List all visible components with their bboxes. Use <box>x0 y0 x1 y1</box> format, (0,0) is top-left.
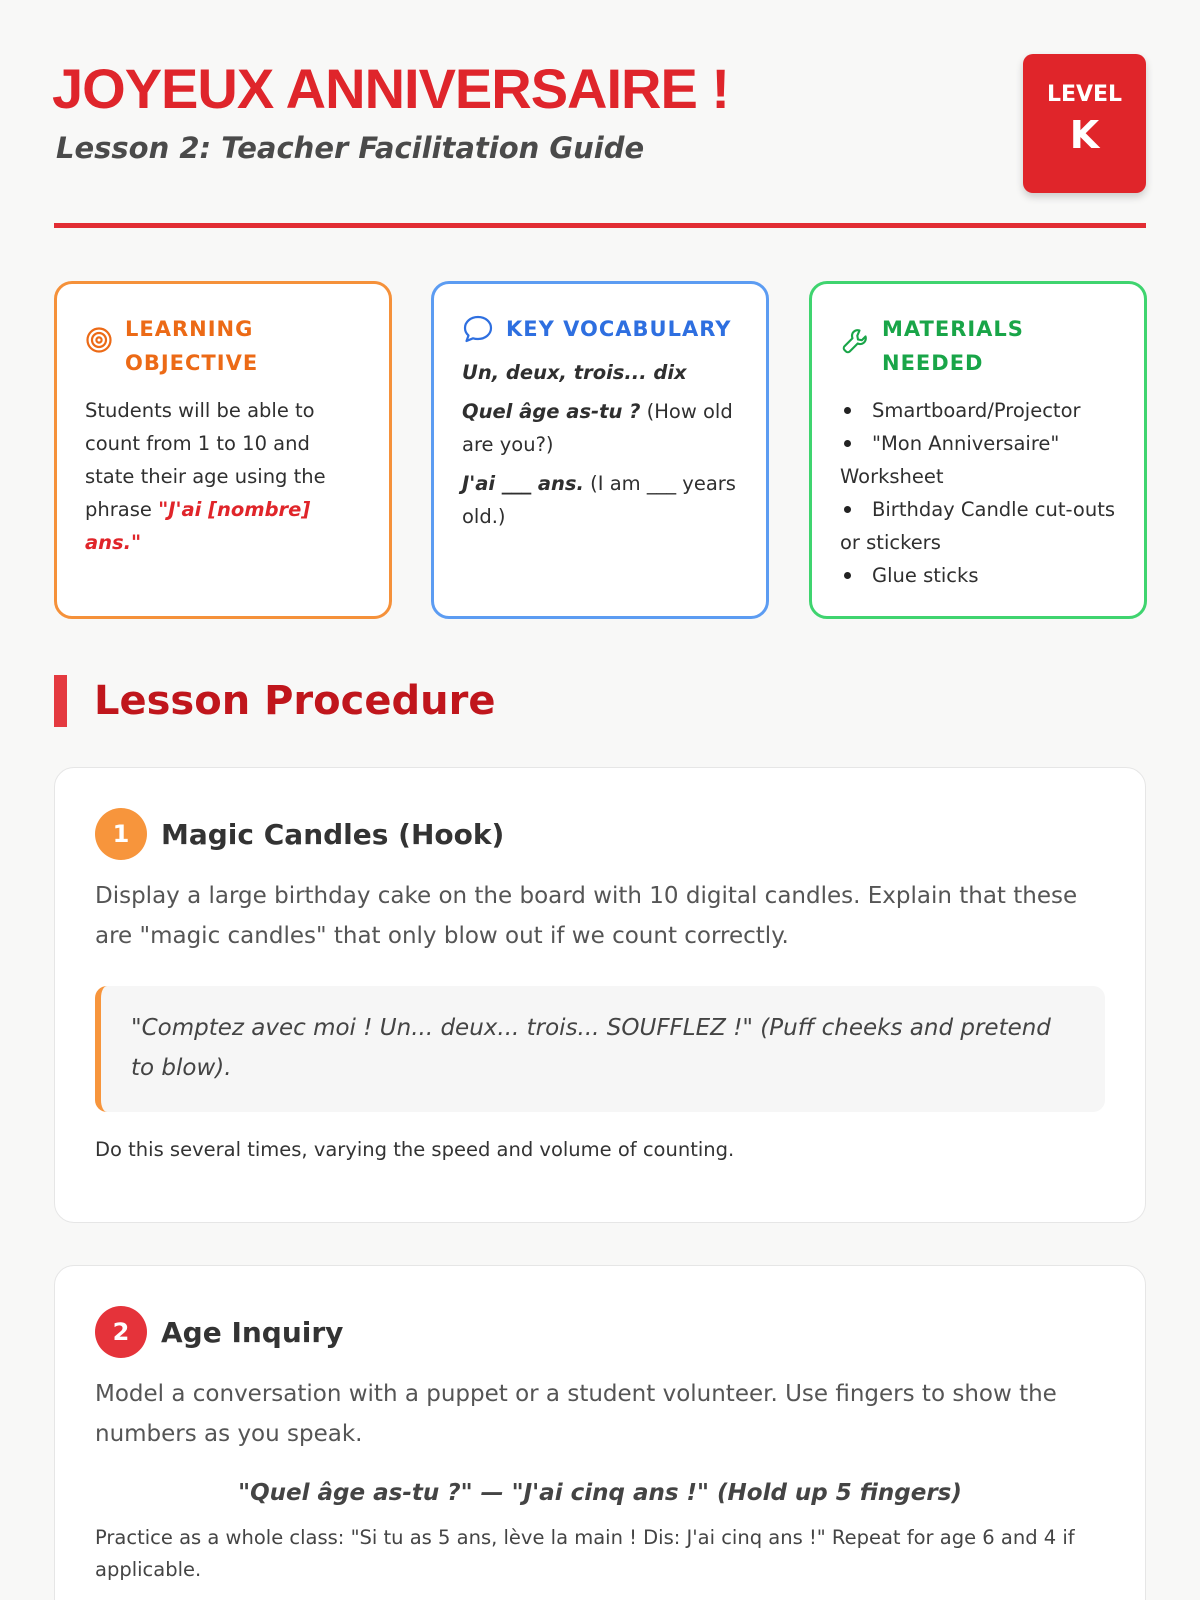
objective-phrase: "J'ai [nombre] ans." <box>85 498 311 554</box>
materials-list <box>840 394 1118 592</box>
step-number-badge: 1 <box>95 808 147 860</box>
step-note: Do this several times, varying the speed and volume of counting. <box>95 1138 735 1161</box>
card-header <box>840 312 1118 380</box>
level-label: LEVEL <box>1046 82 1123 107</box>
page-subtitle: Lesson 2: Teacher Facilitation Guide <box>56 131 645 165</box>
vocab-item <box>462 356 740 389</box>
page-title: JOYEUX ANNIVERSAIRE ! <box>52 57 730 120</box>
vocab-term: J'ai ___ ans. <box>462 472 584 495</box>
wrench-icon <box>840 326 870 356</box>
materials-item: "Mon Anniversaire" Worksheet <box>840 427 1118 493</box>
step-header <box>95 808 1105 860</box>
card-header <box>462 312 740 346</box>
card-title: LEARNING OBJECTIVE <box>125 317 259 375</box>
card-header <box>85 312 363 380</box>
vocabulary-list <box>462 356 740 533</box>
vocab-term: Un, deux, trois... dix <box>462 361 687 384</box>
step-description: Display a large birthday cake on the board with 10 digital candles. Explain that these are "magic candles" that only blow out if we count correctly. <box>95 883 1078 949</box>
key-vocabulary-card <box>431 281 769 619</box>
lesson-procedure-heading: Lesson Procedure <box>54 675 495 727</box>
step-description: Model a conversation with a puppet or a student volunteer. Use fingers to show the numbers as you speak. <box>95 1381 1057 1447</box>
step-number-badge: 2 <box>95 1306 147 1358</box>
objective-body: Students will be able to count from 1 to 10 and state their age using the phrase <box>85 399 326 521</box>
materials-item: Glue sticks <box>840 559 1118 592</box>
procedure-step-1 <box>54 767 1146 1223</box>
target-icon <box>85 326 113 354</box>
card-title: MATERIALS NEEDED <box>882 317 1024 375</box>
page-header <box>54 0 1146 228</box>
materials-item: Birthday Candle cut-outs or stickers <box>840 493 1118 559</box>
step-header <box>95 1306 1105 1358</box>
step-title: Magic Candles (Hook) <box>161 817 505 851</box>
materials-item: Smartboard/Projector <box>840 394 1118 427</box>
step-title: Age Inquiry <box>161 1315 344 1349</box>
vocab-item <box>462 395 740 461</box>
lesson-guide-page <box>52 0 1146 1581</box>
dialogue-quote: "Quel âge as-tu ?" — "J'ai cinq ans !" (Hold up 5 fingers) <box>238 1480 962 1506</box>
level-value: K <box>1069 113 1100 157</box>
procedure-step-2 <box>54 1265 1146 1600</box>
objective-text <box>85 394 363 559</box>
vocab-meaning: (How old are you?) <box>462 400 733 456</box>
step-note: Practice as a whole class: "Si tu as 5 ans, lève la main ! Dis: J'ai cinq ans !" Repeat for age 6 and 4 if applicable. <box>95 1526 1075 1581</box>
teacher-script-quote: "Comptez avec moi ! Un... deux... trois... SOUFFLEZ !" (Puff cheeks and pretend to blow). <box>95 986 1105 1112</box>
vocab-item <box>462 467 740 533</box>
vocab-meaning: (I am ___ years old.) <box>462 472 736 528</box>
info-cards <box>54 281 1146 619</box>
learning-objective-card <box>54 281 392 619</box>
card-title: KEY VOCABULARY <box>506 317 732 341</box>
speech-bubble-icon <box>462 314 494 344</box>
level-badge <box>1023 54 1146 193</box>
vocab-term: Quel âge as-tu ? <box>462 400 641 423</box>
materials-card <box>809 281 1147 619</box>
